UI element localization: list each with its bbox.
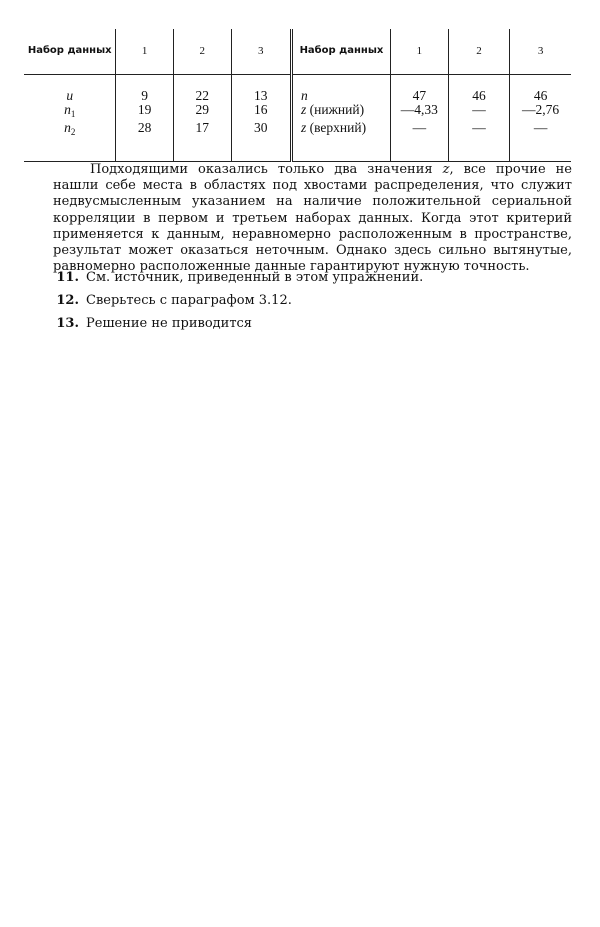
table-cell: —2,76 [522, 101, 560, 117]
answer-12: 12. Сверьтесь с параграфом 3.12. [56, 293, 292, 308]
table-cell: 16 [231, 103, 291, 121]
row-label-n: n [291, 89, 390, 103]
table-cell: 22 [173, 89, 231, 103]
left-col-3: 3 [231, 29, 291, 74]
table-cell: 47 [390, 89, 448, 103]
answer-13: 13. Решение не приводится [56, 316, 253, 331]
row-label-z-upper: z (верхний) [291, 121, 390, 162]
left-col-1: 1 [116, 29, 174, 74]
table-row [24, 89, 571, 103]
table-header-row [24, 29, 571, 74]
table-cell: 28 [116, 121, 174, 162]
right-col-2: 2 [448, 29, 509, 74]
left-col-2: 2 [173, 29, 231, 74]
table-cell: 9 [116, 89, 174, 103]
table-cell: — [390, 121, 448, 162]
table-cell: 30 [231, 121, 291, 162]
table-cell: 13 [231, 89, 291, 103]
table-row [24, 121, 571, 162]
right-col-1: 1 [390, 29, 448, 74]
left-header: Набор данных [24, 29, 116, 74]
body-paragraph: Подходящими оказались только два значения z, все прочие не нашли себе места в областях под хвостами распределения, что служит недвусмысленным указанием на наличие положительной сериальной корреляции в первом и третьем наборах данных. Когда этот критерий применяется к данным, неравномерно расположенным в пространстве, результат может оказаться неточным. Однако здесь сильно вытянутые, равномерно расположенные данные гарантируют нужную точность. [53, 162, 573, 275]
table-cell: 46 [448, 89, 509, 103]
table-cell: 19 [116, 103, 174, 121]
row-var-n1: $n_1$ [24, 103, 116, 121]
table-cell: — [510, 121, 571, 162]
table-row [24, 103, 571, 121]
table-cell: 17 [173, 121, 231, 162]
answer-11: 11. См. источник, приведенный в этом упражнении. [56, 270, 424, 285]
table-cell: 29 [173, 103, 231, 121]
table-spacer-row [24, 74, 571, 89]
table-cell: — [448, 121, 509, 162]
row-var-n2: $n_2$ [24, 121, 116, 162]
table-cell: 46 [533, 87, 548, 103]
row-var-u: u [24, 89, 116, 103]
data-table [24, 29, 571, 162]
table-cell: —4,33 [390, 103, 448, 121]
row-label-z-lower: z (нижний) [291, 103, 390, 121]
table-cell: — [448, 103, 509, 121]
right-col-3: 3 [510, 29, 571, 74]
right-header: Набор данных [291, 29, 390, 74]
